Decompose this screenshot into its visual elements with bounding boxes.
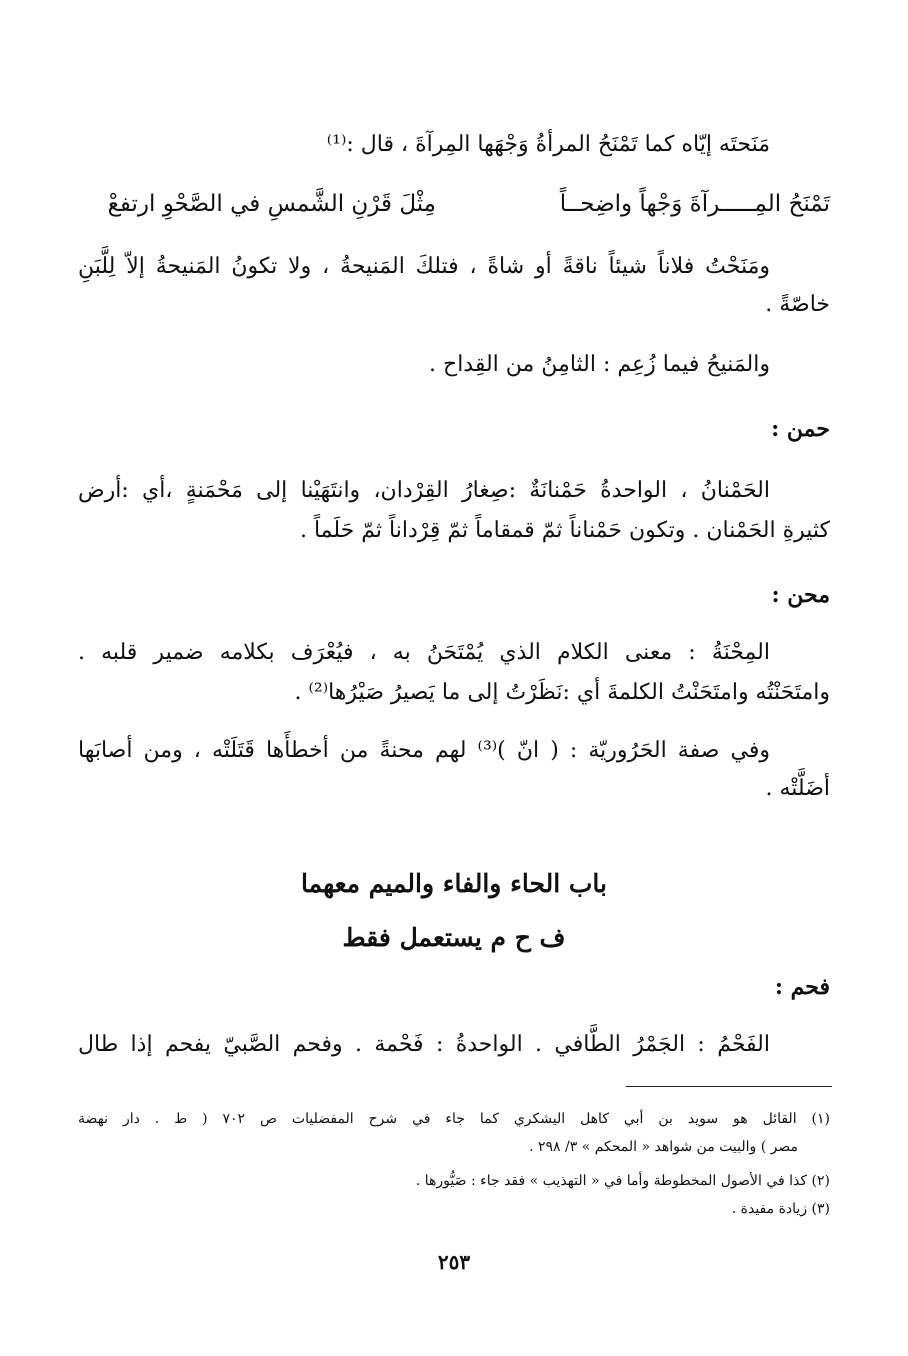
entry-heading-fahm: فحم : xyxy=(774,974,830,1000)
entry-heading-hamn: حمن : xyxy=(771,416,830,442)
body-line-2: ومَنَحْتُ فلاناً شيئاً ناقةً أو شاةً ، فتلكَ المَنيحةُ ، ولا تكونُ المَنيحةُ إلاّ لِلَّبَنِ xyxy=(78,254,770,279)
body-line-3: خاصّةً . xyxy=(765,292,830,317)
body-line-5: الحَمْنانُ ، الواحدةُ حَمْنانَةٌ :صِغارُ القِرْدان، وانتَهَيْنا إلى مَحْمَنةٍ ،أي :أرض xyxy=(78,478,770,503)
body-line-1: مَنَحتَه إيّاه كما تَمْنَحُ المرأةُ وَجْهَها المِرآةَ ، قال :⁽¹⁾ xyxy=(326,132,770,157)
chapter-title: باب الحاء والفاء والميم معهما xyxy=(301,869,607,898)
chapter-subtitle: ف ح م يستعمل فقط xyxy=(342,923,566,952)
footnote-3: (٣) زيادة مفيدة . xyxy=(731,1201,830,1217)
footnote-1: (١) القائل هو سويد بن أبي كاهل اليشكري كما جاء في شرح المفضليات ص ٧٠٢ ( ط . دار نهضة xyxy=(78,1111,830,1127)
body-line-8: وامتَحَنْتُه وامتَحَنْتُ الكلمةَ أي :نَظَرْتُ إلى ما يَصيرُ صَيْرُها⁽²⁾ . xyxy=(294,680,830,705)
body-line-11: الفَحْمُ : الجَمْرُ الطَّافي . الواحدةُ : فَحْمة . وفحم الصَّبيّ يفحم إذا طال xyxy=(78,1032,770,1057)
page-number: ٢٥٣ xyxy=(437,1250,471,1274)
body-line-4: والمَنيحُ فيما زُعِم : الثامِنُ من القِداح . xyxy=(429,352,770,377)
body-line-10: أضَلَّتْه . xyxy=(765,776,830,801)
verse-second-hemistich: تَمْنَحُ المِـــــرآةَ وَجْهاً واضِحــاً xyxy=(559,191,830,217)
body-line-7: المِحْنَةُ : معنى الكلام الذي يُمْتَحَنُ به ، فيُعْرَف بكلامه ضمير قلبه . xyxy=(78,640,770,665)
entry-heading-mahn: محن : xyxy=(771,582,830,608)
body-line-6: كثيرةِ الحَمْنان . وتكون حَمْناناً ثمّ قمقاماً ثمّ قِرْداناً ثمّ حَلَماً . xyxy=(299,518,830,543)
footnote-1-continued: مصر ) والبيت من شواهد « المحكم » ٣/ ٢٩٨ . xyxy=(529,1139,798,1155)
footnote-separator xyxy=(626,1086,832,1087)
footnote-2: (٢) كذا في الأصول المخطوطة وأما في « التهذيب » فقد جاء : صَيُّورها . xyxy=(415,1173,830,1189)
body-line-9: وفي صفة الحَرُوريّة : ( انّ )⁽³⁾ لهم محنةً من أخطأَها قَتَلَتْه ، ومن أصابَها xyxy=(78,738,770,763)
verse-first-hemistich: مِثْلَ قَرْنِ الشَّمسِ في الصَّحْوِ ارتفعْ xyxy=(107,191,436,217)
